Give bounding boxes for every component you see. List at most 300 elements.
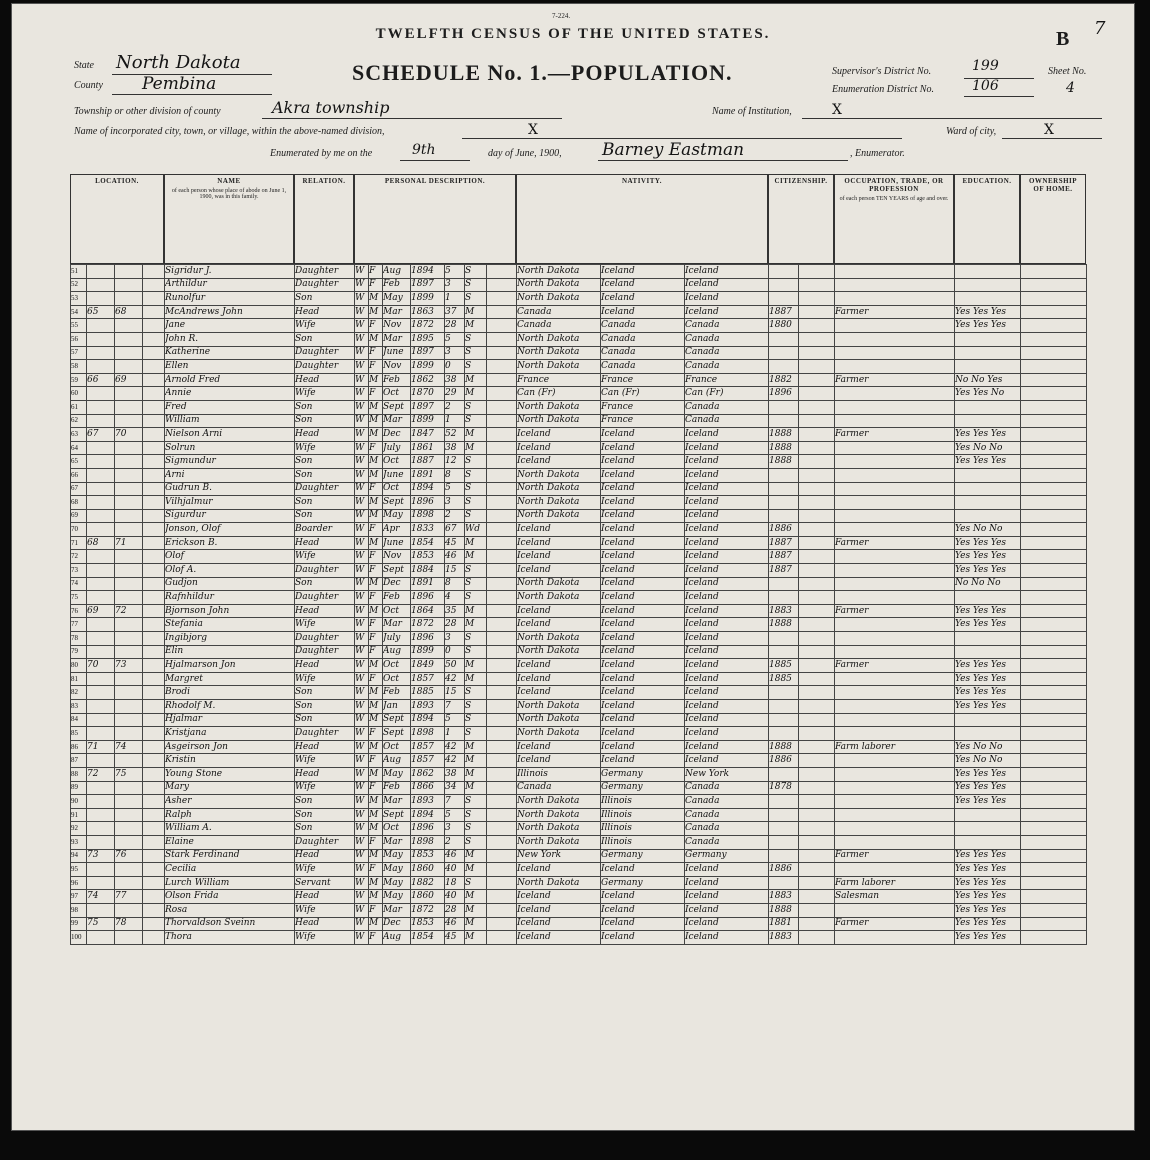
cell-empty	[487, 604, 517, 618]
cell-occ	[835, 400, 955, 414]
cell-empty	[143, 672, 165, 686]
cell-bf: Germany	[601, 849, 685, 863]
cell-d	[87, 876, 115, 890]
cell-imm	[769, 645, 799, 659]
cell-ed: Yes Yes Yes	[955, 903, 1021, 917]
cell-m: S	[465, 876, 487, 890]
schedule-title: SCHEDULE No. 1.—POPULATION.	[352, 60, 733, 85]
cell-empty	[799, 414, 835, 428]
cell-empty	[799, 822, 835, 836]
cell-ed	[955, 591, 1021, 605]
cell-mo: May	[383, 876, 411, 890]
cell-c: W	[355, 604, 369, 618]
cell-bp: North Dakota	[517, 700, 601, 714]
cell-empty	[143, 496, 165, 510]
cell-d: 66	[87, 373, 115, 387]
cell-imm	[769, 808, 799, 822]
cell-ed: Yes Yes Yes	[955, 890, 1021, 904]
cell-name: Rhodolf M.	[165, 700, 295, 714]
cell-empty	[1021, 278, 1087, 292]
cell-empty	[487, 727, 517, 741]
cell-m: M	[465, 672, 487, 686]
row-number: 89	[71, 781, 87, 795]
cell-bf: Germany	[601, 767, 685, 781]
cell-bp: North Dakota	[517, 292, 601, 306]
cell-empty	[487, 428, 517, 442]
cell-f: 75	[115, 767, 143, 781]
cell-empty	[1021, 441, 1087, 455]
cell-rel: Wife	[295, 754, 355, 768]
census-table	[70, 264, 1087, 945]
cell-d: 67	[87, 428, 115, 442]
cell-imm	[769, 577, 799, 591]
cell-occ	[835, 863, 955, 877]
sheet-letter: B	[1056, 28, 1070, 50]
cell-rel: Son	[295, 577, 355, 591]
cell-mo: May	[383, 863, 411, 877]
cell-s: F	[369, 672, 383, 686]
cell-age: 4	[445, 591, 465, 605]
cell-m: M	[465, 550, 487, 564]
cell-c: W	[355, 400, 369, 414]
cell-occ: Farmer	[835, 849, 955, 863]
cell-age: 15	[445, 564, 465, 578]
cell-bf: France	[601, 400, 685, 414]
cell-empty	[143, 591, 165, 605]
cell-empty	[1021, 400, 1087, 414]
cell-f	[115, 265, 143, 279]
cell-d	[87, 863, 115, 877]
cell-bm: Canada	[685, 319, 769, 333]
cell-f: 69	[115, 373, 143, 387]
cell-rel: Son	[295, 795, 355, 809]
cell-name: Annie	[165, 387, 295, 401]
cell-empty	[487, 373, 517, 387]
cell-empty	[143, 373, 165, 387]
cell-bf: Iceland	[601, 645, 685, 659]
cell-empty	[799, 400, 835, 414]
cell-ed: Yes Yes Yes	[955, 700, 1021, 714]
cell-empty	[1021, 754, 1087, 768]
cell-yr: 1896	[411, 591, 445, 605]
cell-s: F	[369, 360, 383, 374]
cell-bf: Iceland	[601, 509, 685, 523]
cell-imm	[769, 727, 799, 741]
cell-empty	[799, 550, 835, 564]
cell-f	[115, 754, 143, 768]
cell-s: M	[369, 876, 383, 890]
cell-rel: Son	[295, 496, 355, 510]
cell-d	[87, 496, 115, 510]
cell-imm	[769, 591, 799, 605]
cell-c: W	[355, 876, 369, 890]
cell-d	[87, 781, 115, 795]
cell-name: Elin	[165, 645, 295, 659]
cell-ed: Yes Yes No	[955, 387, 1021, 401]
row-number: 84	[71, 713, 87, 727]
cell-f	[115, 414, 143, 428]
cell-empty	[1021, 849, 1087, 863]
cell-m: S	[465, 632, 487, 646]
cell-yr: 1872	[411, 618, 445, 632]
form-number: 7-224.	[552, 12, 571, 20]
cell-age: 2	[445, 400, 465, 414]
cell-empty	[143, 360, 165, 374]
cell-empty	[1021, 767, 1087, 781]
table-row	[71, 360, 1087, 374]
cell-rel: Son	[295, 700, 355, 714]
cell-empty	[1021, 292, 1087, 306]
cell-bp: Iceland	[517, 536, 601, 550]
cell-mo: Sept	[383, 808, 411, 822]
cell-empty	[143, 890, 165, 904]
cell-empty	[143, 319, 165, 333]
cell-ed: Yes Yes Yes	[955, 536, 1021, 550]
cell-c: W	[355, 645, 369, 659]
cell-empty	[487, 346, 517, 360]
cell-rel: Wife	[295, 550, 355, 564]
cell-f	[115, 441, 143, 455]
cell-f	[115, 632, 143, 646]
cell-m: S	[465, 835, 487, 849]
cell-c: W	[355, 387, 369, 401]
cell-occ	[835, 523, 955, 537]
cell-ed: Yes Yes Yes	[955, 931, 1021, 945]
cell-bm: Iceland	[685, 632, 769, 646]
enumerator-name: Barney Eastman	[602, 140, 745, 160]
cell-age: 5	[445, 332, 465, 346]
cell-bm: Iceland	[685, 876, 769, 890]
cell-s: F	[369, 550, 383, 564]
county-label: County	[74, 80, 103, 91]
cell-empty	[143, 700, 165, 714]
cell-empty	[487, 360, 517, 374]
institution-label: Name of Institution,	[712, 106, 792, 117]
cell-empty	[1021, 659, 1087, 673]
cell-occ	[835, 319, 955, 333]
table-row	[71, 305, 1087, 319]
cell-name: Asher	[165, 795, 295, 809]
cell-empty	[143, 414, 165, 428]
cell-empty	[1021, 781, 1087, 795]
header-ownership: OWNERSHIP OF HOME.	[1020, 174, 1086, 264]
cell-mo: Mar	[383, 903, 411, 917]
cell-bm: Iceland	[685, 441, 769, 455]
cell-empty	[799, 482, 835, 496]
cell-empty	[1021, 564, 1087, 578]
cell-c: W	[355, 632, 369, 646]
cell-empty	[1021, 482, 1087, 496]
cell-empty	[1021, 863, 1087, 877]
cell-f	[115, 700, 143, 714]
cell-empty	[143, 577, 165, 591]
cell-empty	[799, 767, 835, 781]
table-row	[71, 523, 1087, 537]
cell-c: W	[355, 781, 369, 795]
cell-bm: Iceland	[685, 713, 769, 727]
cell-empty	[1021, 332, 1087, 346]
cell-name: Cecilia	[165, 863, 295, 877]
cell-yr: 1899	[411, 645, 445, 659]
cell-bp: Iceland	[517, 672, 601, 686]
cell-bf: Illinois	[601, 795, 685, 809]
table-row	[71, 835, 1087, 849]
cell-mo: Feb	[383, 278, 411, 292]
cell-imm	[769, 482, 799, 496]
cell-yr: 1857	[411, 754, 445, 768]
cell-age: 1	[445, 727, 465, 741]
cell-yr: 1896	[411, 496, 445, 510]
cell-empty	[799, 373, 835, 387]
cell-bp: Iceland	[517, 550, 601, 564]
cell-age: 5	[445, 482, 465, 496]
cell-imm	[769, 468, 799, 482]
header-nativity: NATIVITY.	[516, 174, 768, 264]
cell-bf: Germany	[601, 781, 685, 795]
cell-empty	[799, 632, 835, 646]
cell-ed: Yes Yes Yes	[955, 672, 1021, 686]
cell-bf: Iceland	[601, 468, 685, 482]
cell-empty	[1021, 414, 1087, 428]
cell-yr: 1897	[411, 400, 445, 414]
cell-occ	[835, 700, 955, 714]
cell-empty	[799, 591, 835, 605]
row-number: 62	[71, 414, 87, 428]
row-number: 79	[71, 645, 87, 659]
cell-ed	[955, 645, 1021, 659]
cell-ed: Yes Yes Yes	[955, 550, 1021, 564]
cell-empty	[143, 618, 165, 632]
cell-f	[115, 727, 143, 741]
cell-m: M	[465, 387, 487, 401]
cell-bp: North Dakota	[517, 496, 601, 510]
cell-m: S	[465, 808, 487, 822]
cell-empty	[487, 890, 517, 904]
cell-name: Rosa	[165, 903, 295, 917]
cell-age: 1	[445, 292, 465, 306]
cell-bm: Iceland	[685, 292, 769, 306]
cell-f	[115, 468, 143, 482]
cell-age: 8	[445, 468, 465, 482]
cell-bp: Can (Fr)	[517, 387, 601, 401]
cell-d	[87, 332, 115, 346]
cell-c: W	[355, 414, 369, 428]
cell-bp: Iceland	[517, 564, 601, 578]
table-row	[71, 387, 1087, 401]
cell-occ: Salesman	[835, 890, 955, 904]
cell-imm	[769, 292, 799, 306]
cell-age: 3	[445, 496, 465, 510]
cell-rel: Head	[295, 917, 355, 931]
cell-empty	[487, 577, 517, 591]
cell-yr: 1899	[411, 360, 445, 374]
cell-occ	[835, 414, 955, 428]
table-row	[71, 700, 1087, 714]
cell-age: 45	[445, 536, 465, 550]
cell-empty	[1021, 632, 1087, 646]
cell-empty	[487, 876, 517, 890]
cell-empty	[1021, 645, 1087, 659]
row-number: 91	[71, 808, 87, 822]
cell-bf: Iceland	[601, 903, 685, 917]
cell-d	[87, 727, 115, 741]
row-number: 51	[71, 265, 87, 279]
cell-bf: Germany	[601, 876, 685, 890]
cell-f	[115, 931, 143, 945]
table-row	[71, 659, 1087, 673]
cell-c: W	[355, 890, 369, 904]
cell-name: Stark Ferdinand	[165, 849, 295, 863]
cell-yr: 1897	[411, 278, 445, 292]
cell-empty	[799, 618, 835, 632]
cell-ed: Yes Yes Yes	[955, 618, 1021, 632]
cell-occ: Farmer	[835, 604, 955, 618]
cell-empty	[487, 523, 517, 537]
cell-s: F	[369, 632, 383, 646]
header-location: LOCATION.	[70, 174, 164, 264]
cell-imm: 1886	[769, 863, 799, 877]
cell-m: M	[465, 903, 487, 917]
cell-occ	[835, 496, 955, 510]
cell-bp: North Dakota	[517, 591, 601, 605]
cell-imm	[769, 767, 799, 781]
cell-bf: Can (Fr)	[601, 387, 685, 401]
cell-empty	[1021, 536, 1087, 550]
cell-empty	[487, 441, 517, 455]
cell-c: W	[355, 346, 369, 360]
cell-c: W	[355, 496, 369, 510]
cell-s: M	[369, 795, 383, 809]
cell-occ: Farmer	[835, 659, 955, 673]
cell-imm	[769, 360, 799, 374]
cell-c: W	[355, 564, 369, 578]
table-row	[71, 496, 1087, 510]
cell-yr: 1896	[411, 822, 445, 836]
row-number: 69	[71, 509, 87, 523]
cell-empty	[487, 672, 517, 686]
cell-occ	[835, 346, 955, 360]
cell-age: 5	[445, 808, 465, 822]
cell-d	[87, 822, 115, 836]
cell-d: 73	[87, 849, 115, 863]
cell-name: Jonson, Olof	[165, 523, 295, 537]
cell-age: 40	[445, 890, 465, 904]
cell-bm: Iceland	[685, 618, 769, 632]
cell-empty	[1021, 496, 1087, 510]
cell-rel: Head	[295, 740, 355, 754]
cell-f	[115, 564, 143, 578]
cell-empty	[143, 523, 165, 537]
row-number: 52	[71, 278, 87, 292]
cell-imm: 1882	[769, 373, 799, 387]
cell-name: McAndrews John	[165, 305, 295, 319]
cell-bp: North Dakota	[517, 876, 601, 890]
cell-bm: Iceland	[685, 903, 769, 917]
cell-s: M	[369, 686, 383, 700]
cell-d	[87, 618, 115, 632]
cell-rel: Head	[295, 428, 355, 442]
cell-occ	[835, 713, 955, 727]
table-row	[71, 767, 1087, 781]
cell-d	[87, 346, 115, 360]
cell-f	[115, 645, 143, 659]
cell-mo: Oct	[383, 387, 411, 401]
cell-empty	[143, 564, 165, 578]
cell-bm: Canada	[685, 414, 769, 428]
cell-m: S	[465, 727, 487, 741]
cell-d	[87, 835, 115, 849]
cell-age: 52	[445, 428, 465, 442]
cell-m: M	[465, 863, 487, 877]
cell-bf: Illinois	[601, 835, 685, 849]
cell-s: F	[369, 618, 383, 632]
cell-empty	[143, 645, 165, 659]
cell-f	[115, 496, 143, 510]
cell-bm: Canada	[685, 781, 769, 795]
cell-imm	[769, 713, 799, 727]
enumerator-label: , Enumerator.	[850, 148, 905, 159]
cell-s: F	[369, 903, 383, 917]
row-number: 60	[71, 387, 87, 401]
table-row	[71, 278, 1087, 292]
cell-mo: Aug	[383, 265, 411, 279]
cell-f	[115, 346, 143, 360]
cell-d	[87, 550, 115, 564]
cell-mo: July	[383, 441, 411, 455]
table-row	[71, 876, 1087, 890]
cell-bf: Iceland	[601, 754, 685, 768]
cell-d: 69	[87, 604, 115, 618]
cell-mo: Sept	[383, 713, 411, 727]
cell-empty	[143, 278, 165, 292]
table-row	[71, 931, 1087, 945]
cell-bf: Iceland	[601, 441, 685, 455]
cell-empty	[1021, 727, 1087, 741]
table-row	[71, 781, 1087, 795]
cell-mo: Feb	[383, 686, 411, 700]
cell-bm: Iceland	[685, 672, 769, 686]
cell-empty	[1021, 931, 1087, 945]
cell-c: W	[355, 428, 369, 442]
table-row	[71, 863, 1087, 877]
cell-mo: May	[383, 849, 411, 863]
cell-age: 0	[445, 645, 465, 659]
cell-f	[115, 387, 143, 401]
cell-empty	[799, 468, 835, 482]
cell-m: M	[465, 373, 487, 387]
table-row	[71, 645, 1087, 659]
cell-yr: 1863	[411, 305, 445, 319]
cell-bf: France	[601, 414, 685, 428]
cell-ed	[955, 278, 1021, 292]
row-number: 66	[71, 468, 87, 482]
cell-m: S	[465, 332, 487, 346]
cell-c: W	[355, 618, 369, 632]
cell-empty	[143, 305, 165, 319]
cell-d	[87, 360, 115, 374]
cell-bm: Iceland	[685, 428, 769, 442]
row-number: 54	[71, 305, 87, 319]
table-row	[71, 332, 1087, 346]
cell-bm: Iceland	[685, 496, 769, 510]
cell-f	[115, 400, 143, 414]
table-row	[71, 428, 1087, 442]
cell-empty	[487, 754, 517, 768]
cell-m: S	[465, 496, 487, 510]
cell-bm: Iceland	[685, 523, 769, 537]
row-number: 88	[71, 767, 87, 781]
cell-age: 38	[445, 373, 465, 387]
